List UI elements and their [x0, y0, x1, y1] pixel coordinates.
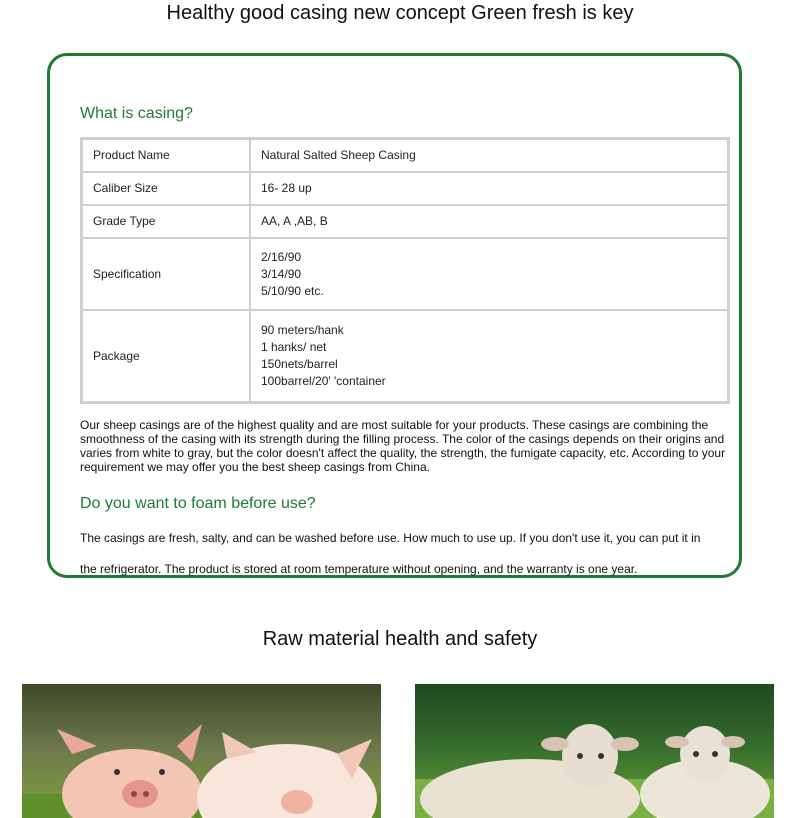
foam-text-line-1: The casings are fresh, salty, and can be washed before use. How much to use up. If you don't use it, you can put it in — [80, 531, 701, 545]
sheep-photo — [415, 684, 774, 818]
table-row — [82, 205, 728, 238]
table-value: 16- 28 up — [250, 172, 728, 205]
table-row — [82, 238, 728, 310]
description-paragraph: Our sheep casings are of the highest quality and are most suitable for your products. These casings are combining the smoothness of the casing with its strength during the filling process. The color of the casings depends on their origins and varies from white to gray, but the color doesn't affect the quality, the strength, the fumigate capacity, etc. According to your requirement we may offer you the best sheep casings from China. — [80, 418, 726, 474]
table-key: Grade Type — [82, 205, 250, 238]
table-key: Specification — [82, 238, 250, 310]
table-key: Package — [82, 310, 250, 402]
table-value — [250, 310, 728, 402]
section-title: Raw material health and safety — [262, 628, 538, 650]
table-value-line: 3/14/90 — [261, 266, 302, 281]
table-value-line: 90 meters/hank — [261, 323, 344, 337]
table-key: Product Name — [82, 139, 250, 172]
page-title: Healthy good casing new concept Green fresh is key — [166, 2, 634, 24]
foam-text-line-2: the refrigerator. The product is stored at room temperature without opening, and the warranty is one year. — [80, 562, 638, 576]
table-row — [82, 172, 728, 205]
table-row — [82, 139, 728, 172]
foam-heading: Do you want to foam before use? — [80, 495, 316, 512]
table-value-line: 1 hanks/ net — [261, 340, 327, 354]
table-value-line: 5/10/90 etc. — [261, 283, 324, 298]
table-value-line: 2/16/90 — [261, 249, 302, 264]
table-value: AA, A ,AB, B — [250, 205, 728, 238]
pigs-photo — [22, 684, 381, 818]
table-value: Natural Salted Sheep Casing — [250, 139, 728, 172]
table-key: Caliber Size — [82, 172, 250, 205]
info-card — [47, 53, 742, 578]
table-value — [250, 238, 728, 310]
table-value-line: 150nets/barrel — [261, 357, 338, 371]
spec-table — [80, 137, 730, 404]
table-row — [82, 310, 728, 402]
table-value-line: 100barrel/20' 'container — [261, 374, 386, 388]
what-is-casing-heading: What is casing? — [80, 105, 193, 122]
